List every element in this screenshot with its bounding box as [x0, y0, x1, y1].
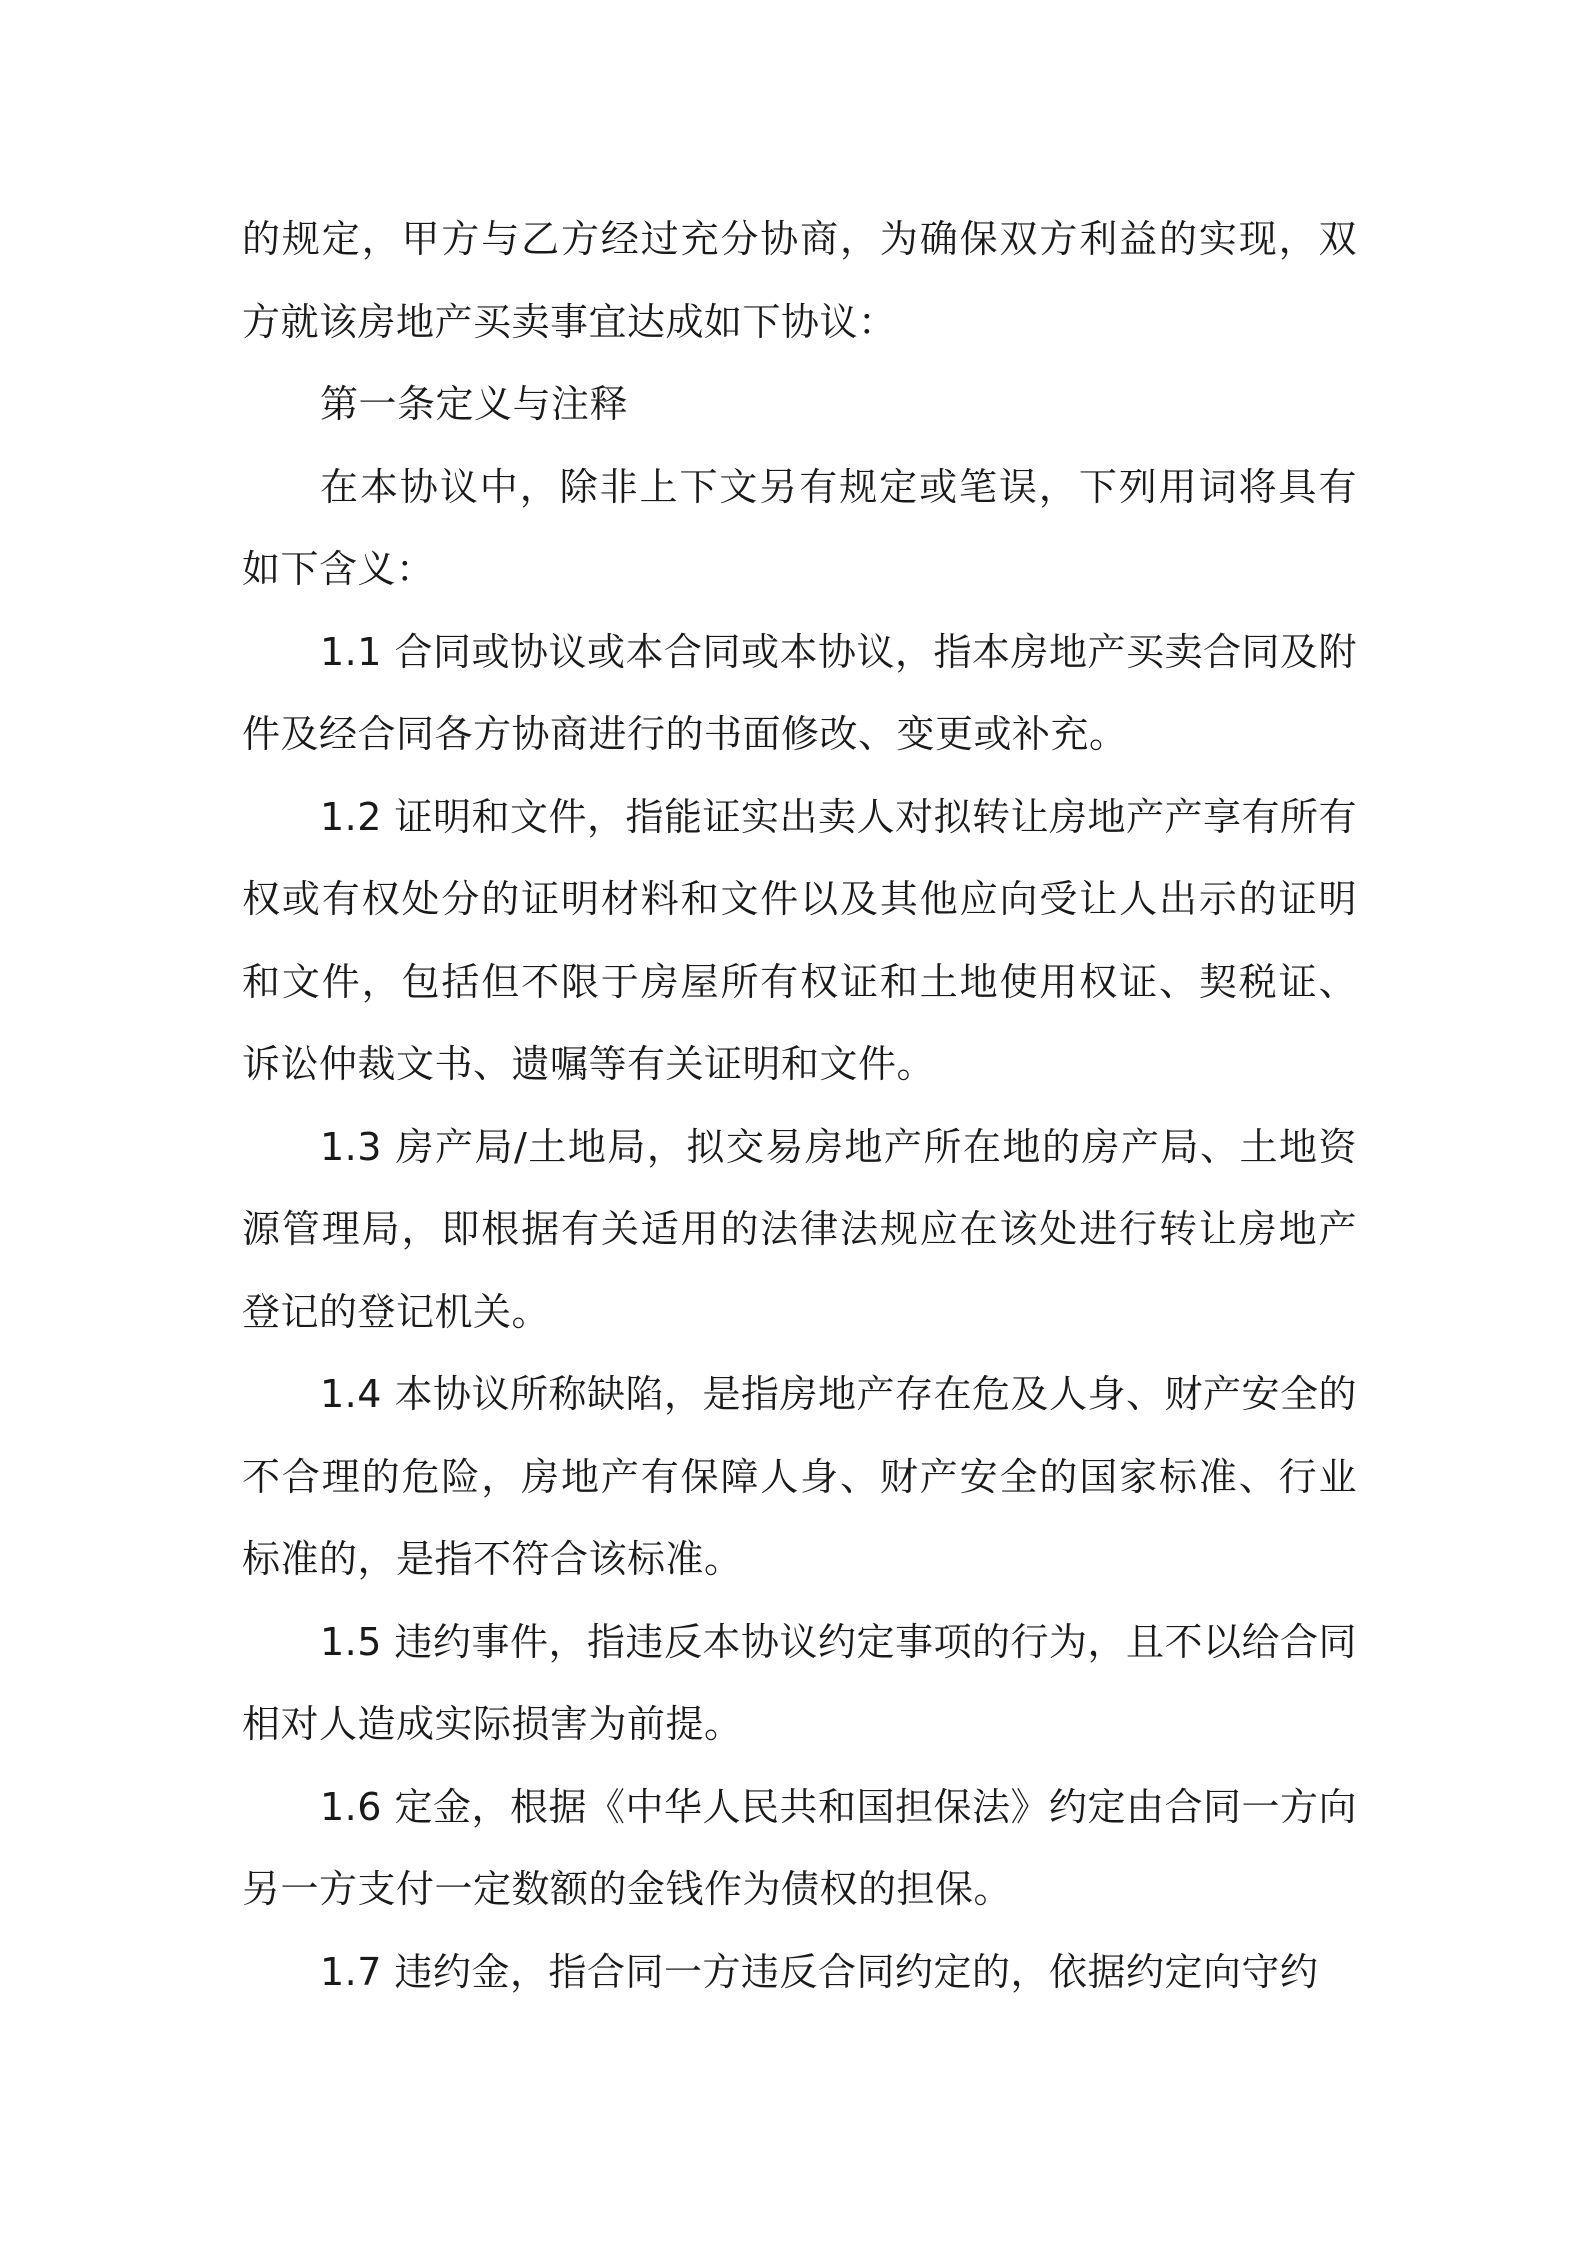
- paragraph-intro-continuation: 的规定，甲方与乙方经过充分协商，为确保双方利益的实现，双方就该房地产买卖事宜达成如下协议：: [242, 217, 1357, 344]
- document-body: [242, 198, 1357, 2013]
- paragraph-definitions-intro: 在本协议中，除非上下文另有规定或笔误，下列用词将具有如下含义：: [242, 464, 1357, 591]
- clause-1-3: 1.3 房产局/土地局，拟交易房地产所在地的房产局、土地资源管理局，即根据有关适用的法律法规应在该处进行转让房地产登记的登记机关。: [242, 1124, 1357, 1334]
- clause-1-7: 1.7 违约金，指合同一方违反合同约定的，依据约定向守约: [320, 1949, 1319, 1994]
- clause-1-2: 1.2 证明和文件，指能证实出卖人对拟转让房地产产享有所有权或有权处分的证明材料和文件以及其他应向受让人出示的证明和文件，包括但不限于房屋所有权证和土地使用权证、契税证、诉讼仲裁文书、遗嘱等有关证明和文件。: [242, 794, 1358, 1086]
- clause-1-4: 1.4 本协议所称缺陷，是指房地产存在危及人身、财产安全的不合理的危险，房地产有保障人身、财产安全的国家标准、行业标准的，是指不符合该标准。: [242, 1372, 1358, 1581]
- clause-1-1: 1.1 合同或协议或本合同或本协议，指本房地产买卖合同及附件及经合同各方协商进行的书面修改、变更或补充。: [242, 629, 1358, 756]
- clause-1-6: 1.6 定金，根据《中华人民共和国担保法》约定由合同一方向另一方支付一定数额的金钱作为债权的担保。: [242, 1784, 1358, 1911]
- clause-1-5: 1.5 违约事件，指违反本协议约定事项的行为，且不以给合同相对人造成实际损害为前提。: [242, 1619, 1358, 1746]
- article-heading: 第一条定义与注释: [320, 382, 629, 426]
